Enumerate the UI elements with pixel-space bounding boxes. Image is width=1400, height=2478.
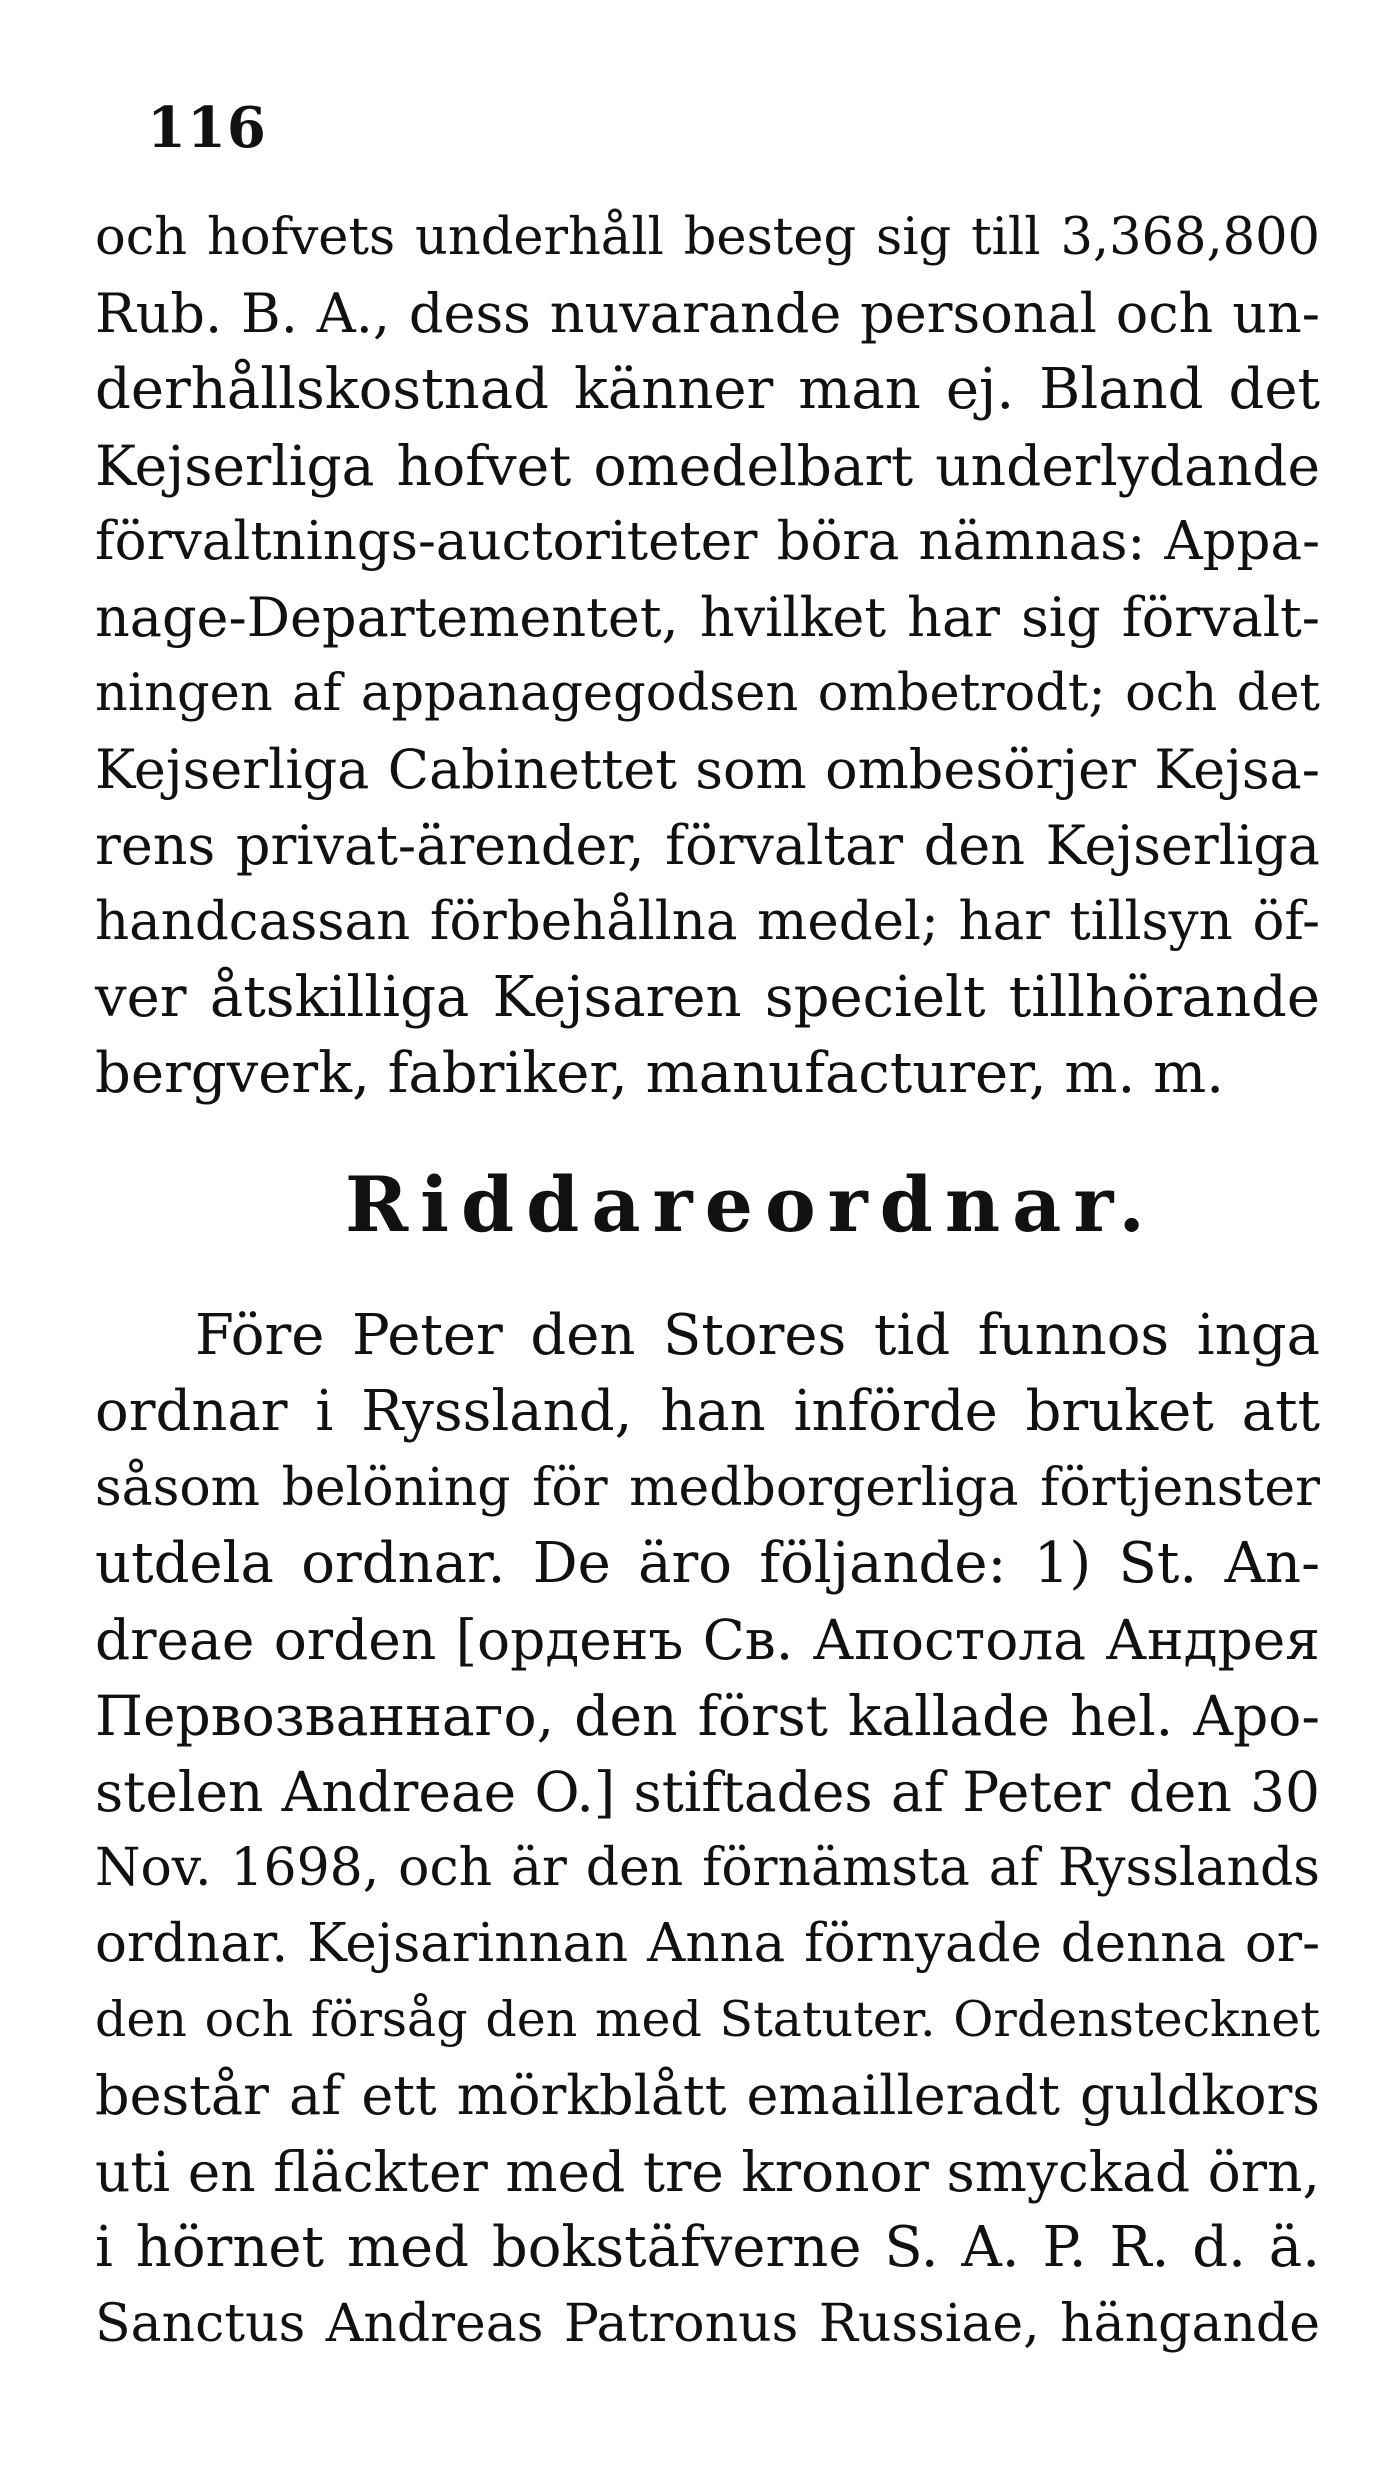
text-line: förvaltnings-auctoriteter böra nämnas: Appa- (95, 511, 1320, 572)
text-line: och hofvets underhåll besteg sig till 3,368,800 (95, 208, 1320, 267)
text-line: utdela ordnar. De äro följande: 1) St. An- (95, 1531, 1320, 1596)
text-line: ordnar. Kejsarinnan Anna förnyade denna or- (95, 1913, 1320, 1974)
text-line: stelen Andreae O.] stiftades af Peter den 30 (95, 1760, 1320, 1824)
text-line: ver åtskilliga Kejsaren specielt tillhörande (95, 965, 1320, 1030)
text-line: såsom belöning för medborgerliga förtjenster (95, 1458, 1320, 1518)
text-line: uti en fläckter med tre kronor smyckad örn, (95, 2140, 1320, 2204)
text-line: består af ett mörkblått emailleradt guldkors (95, 2064, 1320, 2127)
page-number: 116 (147, 95, 267, 161)
text-line: den och försåg den med Statuter. Ordenstecknet (95, 1991, 1320, 2048)
text-line: i hörnet med bokstäfverne S. A. P. R. d. ä. (95, 2215, 1320, 2280)
text-line: rens privat-ärender, förvaltar den Kejserliga (95, 814, 1320, 877)
paragraph-2 (95, 1298, 1320, 2362)
section-heading: Riddareordnar. (345, 1160, 1157, 1249)
text-line: Kejserliga hofvet omedelbart underlydande (95, 434, 1320, 498)
text-line: nage-Departementet, hvilket har sig förvalt- (95, 586, 1320, 649)
text-line: Kejserliga Cabinettet som ombesörjer Kejsa- (95, 738, 1320, 801)
text-line: Sanctus Andreas Patronus Russiae, hängande (95, 2294, 1320, 2354)
text-line: Nov. 1698, och är den förnämsta af Rysslands (95, 1838, 1320, 1898)
text-line: Первозваннаго, den först kallade hel. Apo- (95, 1684, 1320, 1748)
text-line: handcassan förbehållna medel; har tillsyn öf- (95, 891, 1320, 952)
text-line: Rub. B. A., dess nuvarande personal och un- (95, 282, 1320, 345)
text-line: ningen af appanagegodsen ombetrodt; och det (95, 664, 1320, 723)
paragraph-1 (95, 200, 1320, 1112)
text-line: derhållskostnad känner man ej. Bland det (95, 357, 1320, 422)
text-line: Före Peter den Stores tid funnos inga (195, 1303, 1320, 1368)
text-line: bergverk, fabriker, manufacturer, m. m. (95, 1041, 1225, 1106)
text-line: dreae orden [орденъ Св. Апостола Андрея (95, 1608, 1320, 1672)
text-line: ordnar i Ryssland, han införde bruket att (95, 1379, 1320, 1444)
